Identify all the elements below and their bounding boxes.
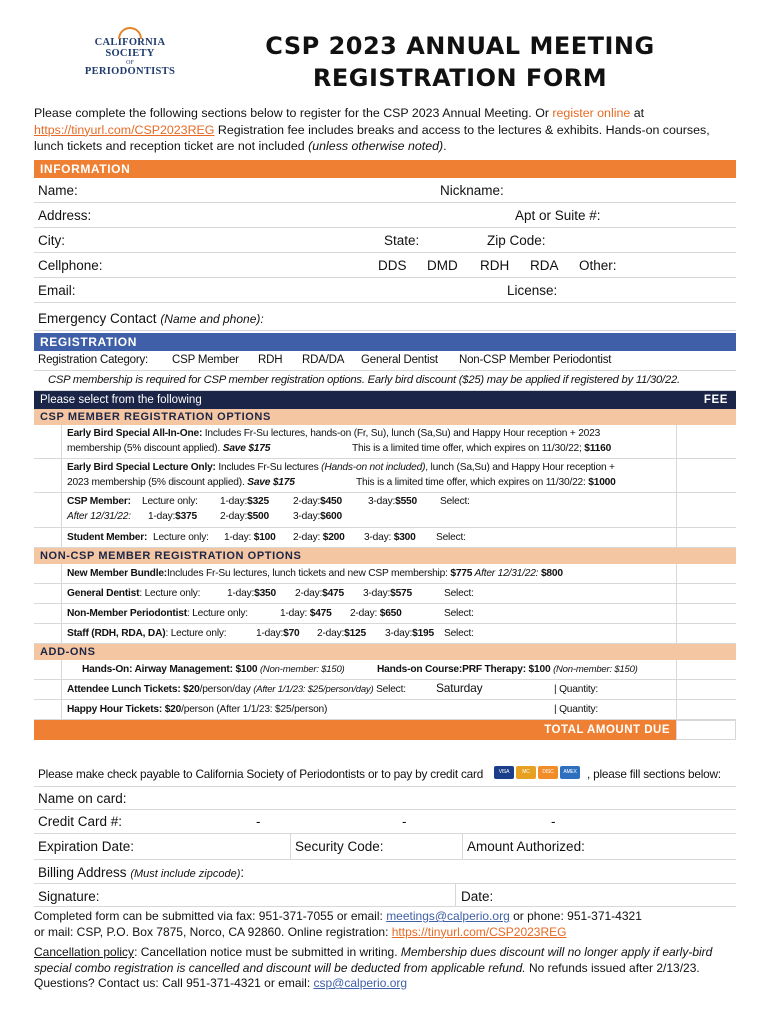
student-3day-label: 3-day: xyxy=(364,532,394,543)
category-rda-da[interactable]: RDA/DA xyxy=(302,354,345,366)
early-bird-lecture-desc: Includes Fr-Su lectures xyxy=(215,462,322,473)
bundle-row xyxy=(34,564,736,584)
early-bird-lecture-checkbox[interactable] xyxy=(34,459,62,492)
after-3day-price: $600 xyxy=(320,511,342,522)
staff-2day[interactable] xyxy=(317,628,366,639)
nmp-2day-price: $650 xyxy=(379,608,402,619)
csp-member-title: CSP Member: xyxy=(67,496,131,507)
handson-checkbox[interactable] xyxy=(34,660,62,679)
lunch-title: Attendee Lunch Tickets: $20 xyxy=(67,684,200,695)
lunch-desc: /person/day xyxy=(199,684,254,695)
handson-prf-label: Hands-on Course:PRF Therapy: $100 xyxy=(377,664,554,675)
billing-row xyxy=(34,860,736,884)
credit-card-field[interactable]: Credit Card #: xyxy=(38,814,123,829)
register-online-link[interactable]: register online xyxy=(552,106,631,120)
early-bird-all-price: $1160 xyxy=(584,443,612,454)
student-1day-price: $100 xyxy=(253,532,276,543)
info-row-city xyxy=(34,228,736,253)
csp-3day-label: 3-day: xyxy=(368,496,396,507)
happy-hour-title: Happy Hour Tickets: $20 xyxy=(67,704,182,715)
early-bird-lecture-price: $1000 xyxy=(588,477,616,488)
student-1day[interactable] xyxy=(224,532,276,543)
lunch-fee[interactable] xyxy=(676,680,736,699)
membership-note-row xyxy=(34,371,736,391)
handson-airway-note: (Non-member: $150) xyxy=(259,664,345,675)
student-checkbox[interactable] xyxy=(34,528,62,547)
gd-3day[interactable] xyxy=(363,588,412,599)
after-2day-label: 2-day: xyxy=(220,511,248,522)
csp-2day-price: $450 xyxy=(320,496,342,507)
student-title: Student Member: xyxy=(67,532,148,543)
nmp-1day-price: $475 xyxy=(309,608,332,619)
amex-icon: AMEX xyxy=(560,766,580,779)
non-csp-options-header: NON-CSP MEMBER REGISTRATION OPTIONS xyxy=(34,548,736,564)
cellphone-field[interactable]: Cellphone: xyxy=(38,258,103,273)
cancel-text3: No refunds issued after 2/13/23. Questions? Contact us: Call 951-371-4321 or email: xyxy=(34,960,700,990)
state-field[interactable]: State: xyxy=(384,233,420,248)
csp-1day[interactable] xyxy=(220,496,269,507)
lunch-select-label: Select: xyxy=(373,684,406,695)
city-field[interactable]: City: xyxy=(38,233,65,248)
address-field[interactable]: Address: xyxy=(38,208,92,223)
gd-lecture-only: : Lecture only: xyxy=(139,588,201,599)
credit-card-logos xyxy=(494,766,582,781)
lunch-checkbox[interactable] xyxy=(34,680,62,699)
divider xyxy=(455,884,456,906)
after-1day-price: $375 xyxy=(175,511,197,522)
category-row xyxy=(34,351,736,371)
nmp-lecture-only: : Lecture only: xyxy=(186,608,248,619)
csp-member-row xyxy=(34,493,736,528)
check-text: Please make check payable to California Society of Periodontists or to pay by credit card xyxy=(38,767,484,781)
gd-label-line xyxy=(67,588,200,599)
check-text2: , please fill sections below: xyxy=(587,767,721,781)
cancel-text1: : Cancellation notice must be submitted in writing. xyxy=(134,945,401,959)
staff-select[interactable]: Select: xyxy=(444,628,474,639)
info-row-name xyxy=(34,178,736,203)
staff-lecture-only: : Lecture only: xyxy=(165,628,227,639)
billing-label: Billing Address xyxy=(38,864,131,880)
early-bird-lecture-fee[interactable] xyxy=(676,459,736,492)
bundle-checkbox[interactable] xyxy=(34,564,62,583)
submit-text2: or phone: 951-371-4321 xyxy=(509,909,642,923)
non-member-perio-row xyxy=(34,604,736,624)
intro-p2: at xyxy=(630,106,645,120)
name-field[interactable]: Name: xyxy=(38,183,78,198)
addons-header: ADD-ONS xyxy=(34,644,736,660)
fee-label: FEE xyxy=(703,394,728,406)
non-member-perio-fee[interactable] xyxy=(676,604,736,623)
csp-3day-price: $550 xyxy=(395,496,417,507)
nmp-select[interactable]: Select: xyxy=(444,608,474,619)
emergency-label: Emergency Contact xyxy=(38,311,161,326)
category-non-csp-periodontist[interactable]: Non-CSP Member Periodontist xyxy=(459,354,612,366)
early-bird-lecture-row xyxy=(34,459,736,493)
staff-row xyxy=(34,624,736,644)
page-title xyxy=(225,30,695,94)
total-label: TOTAL AMOUNT DUE xyxy=(34,720,676,740)
bundle-price: $775 xyxy=(450,568,473,579)
expiration-field[interactable]: Expiration Date: xyxy=(38,838,135,854)
csp-lecture-only: Lecture only: xyxy=(142,496,198,507)
info-row-cellphone xyxy=(34,253,736,278)
registration-header: REGISTRATION xyxy=(34,333,736,351)
check-row xyxy=(34,763,736,787)
email-field[interactable]: Email: xyxy=(38,283,76,298)
title-line2: REGISTRATION FORM xyxy=(312,64,608,92)
handson-prf[interactable] xyxy=(377,664,638,675)
title-line1: CSP 2023 ANNUAL MEETING xyxy=(265,32,655,60)
discover-icon: DISC xyxy=(538,766,558,779)
staff-title: Staff (RDH, RDA, DA) xyxy=(67,628,166,639)
early-bird-lecture-save: Save $175 xyxy=(247,477,295,488)
intro-p4: (unless otherwise noted) xyxy=(308,139,444,153)
nmp-1day-label: 1-day: xyxy=(280,608,310,619)
early-bird-all-row xyxy=(34,425,736,459)
csp-1day-label: 1-day: xyxy=(220,496,248,507)
credit-card-row xyxy=(34,810,736,834)
student-3day[interactable] xyxy=(364,532,416,543)
bundle-desc: Includes Fr-Su lectures, lunch tickets and new CSP membership: xyxy=(167,568,451,579)
dmd-option[interactable]: DMD xyxy=(427,258,458,273)
visa-icon: VISA xyxy=(494,766,514,779)
select-header xyxy=(34,391,736,409)
early-bird-all-limit: This is a limited time offer, which expires on 11/30/22; xyxy=(352,443,585,454)
staff-3day[interactable] xyxy=(385,628,434,639)
student-3day-price: $300 xyxy=(393,532,416,543)
select-label: Please select from the following xyxy=(40,394,202,406)
gd-2day[interactable] xyxy=(295,588,344,599)
logo xyxy=(70,25,190,80)
name-on-card-row xyxy=(34,787,736,811)
early-bird-lecture-limit: This is a limited time offer, which expires on 11/30/22: xyxy=(356,477,589,488)
early-bird-all-title: Early Bird Special All-In-One: xyxy=(67,428,203,439)
after-2day[interactable] xyxy=(220,511,269,522)
emergency-note: (Name and phone): xyxy=(160,312,264,326)
cancellation-policy xyxy=(34,945,739,992)
after-date: After 12/31/22: xyxy=(67,511,131,522)
amount-authorized-field[interactable]: Amount Authorized: xyxy=(467,838,585,854)
staff-checkbox[interactable] xyxy=(34,624,62,643)
nmp-2day-label: 2-day: xyxy=(350,608,380,619)
staff-1day-price: $70 xyxy=(283,628,300,639)
student-select[interactable]: Select: xyxy=(436,532,466,543)
early-bird-lecture-line2 xyxy=(67,477,295,488)
total-amount-field[interactable] xyxy=(676,720,736,740)
happy-hour-desc: /person (After 1/1/23: $25/person) xyxy=(181,704,328,715)
after-1day[interactable] xyxy=(148,511,197,522)
early-bird-all-desc2: membership (5% discount applied). xyxy=(67,443,223,454)
nickname-field[interactable]: Nickname: xyxy=(440,183,504,198)
nmp-2day[interactable] xyxy=(350,608,402,619)
billing-note: (Must include zipcode) xyxy=(130,867,241,880)
csp-options-header: CSP MEMBER REGISTRATION OPTIONS xyxy=(34,409,736,425)
nmp-label-line xyxy=(67,608,248,619)
bundle-title: New Member Bundle: xyxy=(67,568,167,579)
gd-3day-price: $575 xyxy=(390,588,412,599)
cc-dash-2: - xyxy=(402,814,407,829)
early-bird-all-save: Save $175 xyxy=(222,443,271,454)
signature-field[interactable]: Signature: xyxy=(38,888,100,904)
student-lecture-only: Lecture only: xyxy=(153,532,209,543)
other-option[interactable]: Other: xyxy=(579,258,617,273)
information-header: INFORMATION xyxy=(34,160,736,178)
happy-hour-fee[interactable] xyxy=(676,700,736,719)
staff-1day[interactable] xyxy=(256,628,300,639)
happy-hour-quantity[interactable]: | Quantity: xyxy=(554,704,599,715)
staff-fee[interactable] xyxy=(676,624,736,643)
happy-hour-checkbox[interactable] xyxy=(34,700,62,719)
mastercard-icon: MC xyxy=(516,766,536,779)
total-row xyxy=(34,720,736,740)
info-row-address xyxy=(34,203,736,228)
lunch-row xyxy=(34,680,736,700)
register-url-link[interactable]: https://tinyurl.com/CSP2023REG xyxy=(34,122,215,137)
intro-p1: Please complete the following sections below to register for the CSP 2023 Annual Meeting. Or xyxy=(34,106,553,120)
payment-section xyxy=(34,763,736,907)
category-label: Registration Category: xyxy=(38,354,149,366)
category-general-dentist[interactable]: General Dentist xyxy=(361,354,438,366)
non-member-perio-checkbox[interactable] xyxy=(34,604,62,623)
cancel-label: Cancellation policy xyxy=(34,945,135,959)
rdh-option[interactable]: RDH xyxy=(480,258,510,273)
cc-dash-1: - xyxy=(256,814,261,829)
billing-address-field[interactable] xyxy=(38,865,244,880)
staff-label-line xyxy=(67,628,226,639)
lunch-note: (After 1/1/23: $25/person/day) xyxy=(253,684,374,695)
membership-note: CSP membership is required for CSP member registration options. Early bird discount ($25) may be applied if registered by 11/30/22. xyxy=(48,374,680,386)
zip-field[interactable]: Zip Code: xyxy=(487,233,546,248)
dds-option[interactable]: DDS xyxy=(378,258,407,273)
logo-arc-icon xyxy=(118,27,142,39)
csp-email-link[interactable]: csp@calperio.org xyxy=(313,976,408,990)
security-code-field[interactable]: Security Code: xyxy=(295,838,384,854)
student-2day-label: 2-day: xyxy=(293,532,323,543)
general-dentist-row xyxy=(34,584,736,604)
intro-p3: Registration fee includes breaks and access to the lectures & exhibits. Hands-on courses, lunch tickets and reception ticket are not included xyxy=(34,122,710,153)
happy-hour-line xyxy=(67,704,327,715)
early-bird-lecture-limit-line xyxy=(356,477,616,488)
staff-2day-label: 2-day: xyxy=(317,628,345,639)
csp-2day-label: 2-day: xyxy=(293,496,321,507)
gd-3day-label: 3-day: xyxy=(363,588,391,599)
expiration-row xyxy=(34,834,736,860)
after-1day-label: 1-day: xyxy=(148,511,176,522)
handson-row xyxy=(34,660,736,680)
student-2day[interactable] xyxy=(293,532,345,543)
info-row-email xyxy=(34,278,736,303)
billing-colon: : xyxy=(240,864,245,880)
student-row xyxy=(34,528,736,548)
handson-airway[interactable] xyxy=(82,664,345,675)
name-on-card-field[interactable]: Name on card: xyxy=(38,790,127,806)
early-bird-lecture-desc2: , lunch (Sa,Su) and Happy Hour reception + xyxy=(425,462,615,473)
rda-option[interactable]: RDA xyxy=(530,258,559,273)
bundle-after-price: $800 xyxy=(540,568,563,579)
gd-title: General Dentist xyxy=(67,588,140,599)
early-bird-lecture-line1 xyxy=(67,462,615,473)
early-bird-all-limit-line xyxy=(352,443,611,454)
staff-2day-price: $125 xyxy=(344,628,366,639)
information-section xyxy=(34,160,736,331)
handson-fee[interactable] xyxy=(676,660,736,679)
lunch-line xyxy=(67,684,406,695)
early-bird-lecture-desc3: 2023 membership (5% discount applied). xyxy=(67,477,248,488)
info-row-emergency xyxy=(34,303,736,331)
apt-field[interactable]: Apt or Suite #: xyxy=(515,208,601,223)
divider xyxy=(462,834,463,859)
category-csp-member[interactable]: CSP Member xyxy=(172,354,239,366)
registration-section xyxy=(34,333,736,740)
csp-3day[interactable] xyxy=(368,496,417,507)
student-1day-label: 1-day: xyxy=(224,532,254,543)
gd-1day-price: $350 xyxy=(254,588,276,599)
early-bird-lecture-note: (Hands-on not included) xyxy=(321,462,426,473)
early-bird-all-line2 xyxy=(67,443,270,454)
after-3day-label: 3-day: xyxy=(293,511,321,522)
logo-line1: CALIFORNIA SOCIETY xyxy=(94,37,166,59)
staff-1day-label: 1-day: xyxy=(256,628,284,639)
emergency-field[interactable] xyxy=(38,311,264,326)
bundle-fee[interactable] xyxy=(676,564,736,583)
gd-1day[interactable] xyxy=(227,588,276,599)
csp-member-checkbox[interactable] xyxy=(34,493,62,527)
lunch-quantity[interactable]: | Quantity: xyxy=(554,684,599,695)
gd-2day-price: $475 xyxy=(322,588,344,599)
csp-member-fee[interactable] xyxy=(676,493,736,527)
bundle-after: After 12/31/22: xyxy=(472,568,541,579)
general-dentist-fee[interactable] xyxy=(676,584,736,603)
lunch-day-select[interactable]: Saturday xyxy=(436,681,483,695)
early-bird-all-line1 xyxy=(67,428,600,439)
gd-1day-label: 1-day: xyxy=(227,588,255,599)
bundle-line xyxy=(67,568,563,579)
meetings-email-link[interactable]: meetings@calperio.org xyxy=(386,909,510,923)
nmp-1day[interactable] xyxy=(280,608,332,619)
submit-text1: Completed form can be submitted via fax: 951-371-7055 or email: xyxy=(34,909,387,923)
early-bird-lecture-title: Early Bird Special Lecture Only: xyxy=(67,462,216,473)
csp-select[interactable]: Select: xyxy=(440,496,470,507)
student-fee[interactable] xyxy=(676,528,736,547)
divider xyxy=(290,834,291,859)
after-2day-price: $500 xyxy=(247,511,269,522)
license-field[interactable]: License: xyxy=(507,283,558,298)
signature-row xyxy=(34,884,736,907)
logo-line2: OF xyxy=(126,60,134,66)
after-3day[interactable] xyxy=(293,511,342,522)
intro-p5: . xyxy=(443,139,447,153)
nmp-title: Non-Member Periodontist xyxy=(67,608,187,619)
submission-info xyxy=(34,909,739,940)
gd-select[interactable]: Select: xyxy=(444,588,474,599)
general-dentist-checkbox[interactable] xyxy=(34,584,62,603)
csp-2day[interactable] xyxy=(293,496,342,507)
logo-line3: PERIODONTISTS xyxy=(84,66,176,77)
happy-hour-row xyxy=(34,700,736,720)
intro-text xyxy=(34,105,734,155)
gd-2day-label: 2-day: xyxy=(295,588,323,599)
early-bird-all-desc: Includes Fr-Su lectures, hands-on (Fr, Su), lunch (Sa,Su) and Happy Hour reception + 2023 xyxy=(202,428,601,439)
early-bird-all-checkbox[interactable] xyxy=(34,425,62,458)
early-bird-all-fee[interactable] xyxy=(676,425,736,458)
staff-3day-label: 3-day: xyxy=(385,628,413,639)
handson-airway-label: Hands-On: Airway Management: $100 xyxy=(82,664,260,675)
footer-url-link[interactable]: https://tinyurl.com/CSP2023REG xyxy=(391,924,567,939)
staff-3day-price: $195 xyxy=(412,628,434,639)
category-rdh[interactable]: RDH xyxy=(258,354,283,366)
cc-dash-3: - xyxy=(551,814,556,829)
handson-prf-note: (Non-member: $150) xyxy=(553,664,638,675)
student-2day-price: $200 xyxy=(322,532,345,543)
cancel-text2: Membership dues discount will no longer apply if early-bird special combo registration is cancelled and discount will be deducted from applicable refund. xyxy=(34,945,713,975)
csp-1day-price: $325 xyxy=(247,496,269,507)
submit-text3: or mail: CSP, P.O. Box 7875, Norco, CA 92860. Online registration: xyxy=(34,924,392,939)
date-field[interactable]: Date: xyxy=(461,888,494,904)
